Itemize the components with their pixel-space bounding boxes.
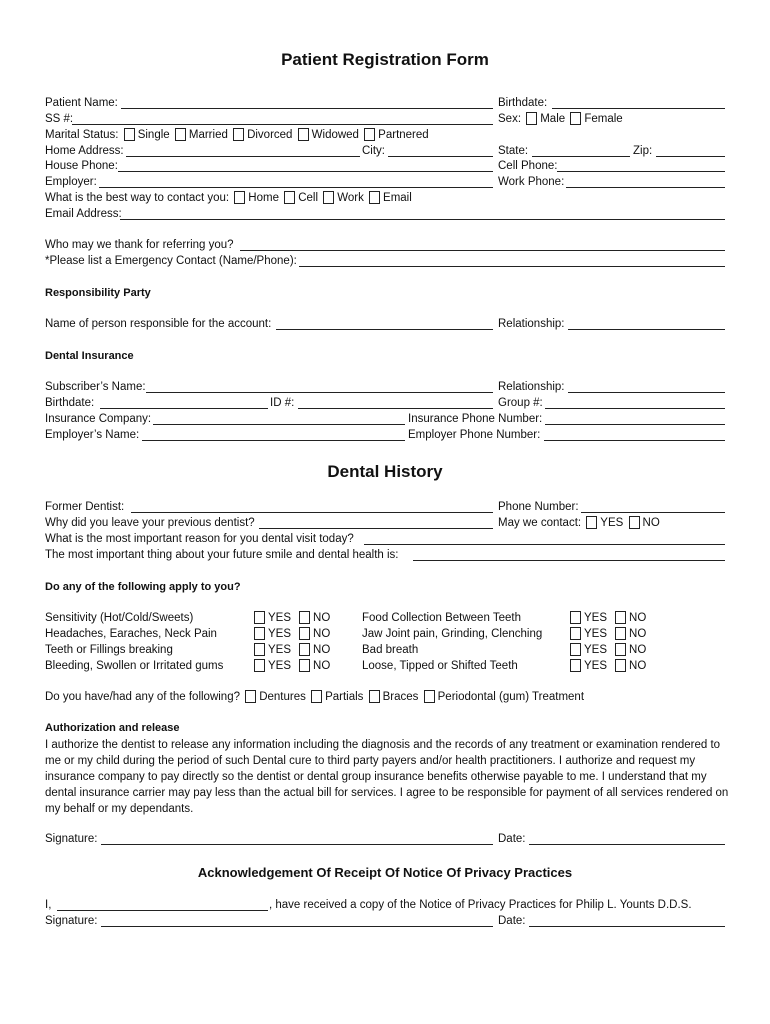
have-had-group: [45, 690, 584, 704]
responsible-relationship-field[interactable]: [568, 329, 725, 330]
group-field[interactable]: [545, 408, 725, 409]
employer-phone-label: Employer Phone Number:: [408, 429, 541, 441]
condition-right-label: Food Collection Between Teeth: [362, 612, 521, 624]
sex-female-label: Female: [584, 113, 623, 125]
authorization-date-field[interactable]: [529, 844, 725, 845]
house-phone-label: House Phone:: [45, 160, 118, 172]
responsible-name-field[interactable]: [276, 329, 493, 330]
city-label: City:: [362, 145, 385, 157]
authorization-signature-label: Signature:: [45, 833, 98, 845]
yes-label: YES: [584, 628, 608, 640]
insurance-heading: Dental Insurance: [45, 350, 134, 362]
yes-checkbox[interactable]: [254, 627, 265, 640]
contact-work-label: Work: [337, 192, 364, 204]
responsible-relationship-label: Relationship:: [498, 318, 565, 330]
condition-yes-no: [252, 611, 330, 625]
no-label: NO: [629, 628, 647, 640]
insurance-relationship-field[interactable]: [568, 392, 725, 393]
work-phone-label: Work Phone:: [498, 176, 565, 188]
privacy-date-label: Date:: [498, 915, 526, 927]
condition-yes-no: [252, 659, 330, 673]
why-leave-field[interactable]: [259, 528, 493, 529]
yes-checkbox[interactable]: [570, 643, 581, 656]
no-label: NO: [629, 644, 647, 656]
condition-yes-no: [568, 627, 646, 641]
no-label: NO: [313, 612, 331, 624]
former-dentist-label: Former Dentist:: [45, 501, 125, 513]
patient-name-label: Patient Name:: [45, 97, 118, 109]
have-had-label: Do you have/had any of the following?: [45, 691, 240, 703]
partials-label: Partials: [325, 691, 364, 703]
birthdate-label: Birthdate:: [498, 97, 548, 109]
no-checkbox[interactable]: [615, 643, 626, 656]
no-label: NO: [629, 660, 647, 672]
employer-field[interactable]: [99, 187, 493, 188]
authorization-heading: Authorization and release: [45, 722, 180, 734]
no-checkbox[interactable]: [299, 611, 310, 624]
sex-female-checkbox[interactable]: [570, 112, 581, 125]
marital-status-group: [45, 128, 429, 142]
yes-label: YES: [584, 644, 608, 656]
condition-yes-no: [568, 643, 646, 657]
group-label: Group #:: [498, 397, 543, 409]
no-label: NO: [313, 660, 331, 672]
condition-left-label: Bleeding, Swollen or Irritated gums: [45, 660, 224, 672]
contact-method-label: What is the best way to contact you:: [45, 192, 230, 204]
future-smile-label: The most important thing about your future smile and dental health is:: [45, 549, 399, 561]
yes-checkbox[interactable]: [570, 611, 581, 624]
periodontal-label: Periodontal (gum) Treatment: [437, 691, 585, 703]
yes-label: YES: [584, 612, 608, 624]
no-checkbox[interactable]: [615, 611, 626, 624]
no-label: NO: [629, 612, 647, 624]
marital-divorced-label: Divorced: [247, 129, 293, 141]
responsible-name-label: Name of person responsible for the account:: [45, 318, 272, 330]
zip-label: Zip:: [633, 145, 653, 157]
yes-checkbox[interactable]: [254, 659, 265, 672]
insurance-birthdate-label: Birthdate:: [45, 397, 95, 409]
yes-label: YES: [268, 644, 292, 656]
may-contact-yes-label: YES: [600, 517, 624, 529]
condition-yes-no: [568, 611, 646, 625]
subscriber-label: Subscriber’s Name:: [45, 381, 146, 393]
yes-checkbox[interactable]: [570, 627, 581, 640]
home-address-field[interactable]: [126, 156, 360, 157]
insurance-company-label: Insurance Company:: [45, 413, 152, 425]
condition-yes-no: [252, 643, 330, 657]
contact-home-checkbox[interactable]: [234, 191, 245, 204]
city-field[interactable]: [388, 156, 493, 157]
important-reason-field[interactable]: [364, 544, 725, 545]
state-field[interactable]: [532, 156, 630, 157]
privacy-signature-label: Signature:: [45, 915, 98, 927]
may-contact-no-label: NO: [642, 517, 660, 529]
yes-label: YES: [268, 628, 292, 640]
email-label: Email Address:: [45, 208, 122, 220]
referral-field[interactable]: [240, 250, 725, 251]
authorization-signature-field[interactable]: [101, 844, 493, 845]
insurance-id-field[interactable]: [298, 408, 493, 409]
work-phone-field[interactable]: [566, 187, 725, 188]
subscriber-field[interactable]: [146, 392, 493, 393]
condition-right-label: Jaw Joint pain, Grinding, Clenching: [362, 628, 543, 640]
braces-label: Braces: [382, 691, 419, 703]
insurance-phone-field[interactable]: [545, 424, 725, 425]
contact-cell-label: Cell: [298, 192, 318, 204]
insurance-phone-label: Insurance Phone Number:: [408, 413, 543, 425]
condition-left-label: Sensitivity (Hot/Cold/Sweets): [45, 612, 194, 624]
dental-history-title: Dental History: [327, 462, 443, 481]
contact-work-checkbox[interactable]: [323, 191, 334, 204]
condition-right-label: Loose, Tipped or Shifted Teeth: [362, 660, 518, 672]
no-checkbox[interactable]: [615, 659, 626, 672]
yes-checkbox[interactable]: [254, 643, 265, 656]
yes-checkbox[interactable]: [254, 611, 265, 624]
condition-left-label: Headaches, Earaches, Neck Pain: [45, 628, 217, 640]
yes-label: YES: [584, 660, 608, 672]
future-smile-field[interactable]: [413, 560, 725, 561]
privacy-i-label: I,: [45, 899, 52, 911]
periodontal-checkbox[interactable]: [424, 690, 435, 703]
yes-label: YES: [268, 660, 292, 672]
insurance-company-field[interactable]: [153, 424, 405, 425]
cell-phone-label: Cell Phone:: [498, 160, 558, 172]
no-checkbox[interactable]: [299, 643, 310, 656]
privacy-title: Acknowledgement Of Receipt Of Notice Of Privacy Practices: [197, 865, 573, 880]
marital-married-label: Married: [188, 129, 228, 141]
condition-yes-no: [252, 627, 330, 641]
insurance-id-label: ID #:: [270, 397, 295, 409]
marital-married-checkbox[interactable]: [175, 128, 186, 141]
marital-partnered-label: Partnered: [378, 129, 429, 141]
contact-home-label: Home: [248, 192, 279, 204]
no-label: NO: [313, 628, 331, 640]
employer-name-field[interactable]: [142, 440, 405, 441]
may-contact-yes-checkbox[interactable]: [586, 516, 597, 529]
sex-group: [498, 112, 623, 126]
marital-divorced-checkbox[interactable]: [233, 128, 244, 141]
emergency-contact-label: *Please list a Emergency Contact (Name/Phone):: [45, 255, 297, 267]
condition-left-label: Teeth or Fillings breaking: [45, 644, 173, 656]
privacy-signature-field[interactable]: [101, 926, 493, 927]
employer-label: Employer:: [45, 176, 97, 188]
privacy-name-field[interactable]: [57, 910, 268, 911]
no-checkbox[interactable]: [299, 627, 310, 640]
marital-status-label: Marital Status:: [45, 129, 119, 141]
may-contact-no-checkbox[interactable]: [629, 516, 640, 529]
cell-phone-field[interactable]: [557, 171, 725, 172]
employer-phone-field[interactable]: [544, 440, 725, 441]
yes-checkbox[interactable]: [570, 659, 581, 672]
marital-widowed-checkbox[interactable]: [298, 128, 309, 141]
sex-label: Sex:: [498, 113, 522, 125]
house-phone-field[interactable]: [118, 171, 493, 172]
condition-right-label: Bad breath: [362, 644, 419, 656]
may-contact-group: [498, 516, 660, 530]
contact-cell-checkbox[interactable]: [284, 191, 295, 204]
employer-name-label: Employer’s Name:: [45, 429, 140, 441]
sex-male-checkbox[interactable]: [526, 112, 537, 125]
home-address-label: Home Address:: [45, 145, 124, 157]
privacy-date-field[interactable]: [529, 926, 725, 927]
insurance-relationship-label: Relationship:: [498, 381, 565, 393]
no-label: NO: [313, 644, 331, 656]
yes-label: YES: [268, 612, 292, 624]
marital-single-checkbox[interactable]: [124, 128, 135, 141]
privacy-received-text: , have received a copy of the Notice of Privacy Practices for Philip L. Younts D.D.S.: [269, 899, 692, 911]
marital-partnered-checkbox[interactable]: [364, 128, 375, 141]
may-contact-label: May we contact:: [498, 517, 582, 529]
emergency-contact-field[interactable]: [299, 266, 725, 267]
ss-field[interactable]: [72, 124, 493, 125]
birthdate-field[interactable]: [552, 108, 725, 109]
authorization-text: I authorize the dentist to release any information including the diagnosis and the records of any treatment or examination rendered to me or my child during the period of such Dental cure to third party payers and/or health practitioners. I authorize and request my insurance company to pay directly so the dentist or dental group insurance benefits otherwise payable to me. I understand that my dental insurance carrier may pay less than the actual bill for services. I agree to be responsible for payment of all services rendered on my behalf or my dependants.: [45, 739, 729, 815]
dentist-phone-label: Phone Number:: [498, 501, 579, 513]
apply-heading: Do any of the following apply to you?: [45, 581, 241, 593]
authorization-date-label: Date:: [498, 833, 526, 845]
marital-single-label: Single: [137, 129, 170, 141]
braces-checkbox[interactable]: [369, 690, 380, 703]
important-reason-label: What is the most important reason for you dental visit today?: [45, 533, 354, 545]
dentures-label: Dentures: [259, 691, 306, 703]
why-leave-label: Why did you leave your previous dentist?: [45, 517, 255, 529]
dentures-checkbox[interactable]: [245, 690, 256, 703]
ss-label: SS #:: [45, 113, 74, 125]
state-label: State:: [498, 145, 529, 157]
no-checkbox[interactable]: [299, 659, 310, 672]
no-checkbox[interactable]: [615, 627, 626, 640]
insurance-birthdate-field[interactable]: [100, 408, 268, 409]
sex-male-label: Male: [540, 113, 566, 125]
partials-checkbox[interactable]: [311, 690, 322, 703]
email-field[interactable]: [120, 219, 725, 220]
patient-name-field[interactable]: [121, 108, 493, 109]
referral-label: Who may we thank for referring you?: [45, 239, 234, 251]
zip-field[interactable]: [656, 156, 725, 157]
dentist-phone-field[interactable]: [581, 512, 725, 513]
former-dentist-field[interactable]: [131, 512, 493, 513]
contact-method-group: [45, 191, 412, 205]
contact-email-checkbox[interactable]: [369, 191, 380, 204]
contact-email-label: Email: [383, 192, 412, 204]
page-title: Patient Registration Form: [281, 50, 489, 69]
condition-yes-no: [568, 659, 646, 673]
responsibility-heading: Responsibility Party: [45, 287, 151, 299]
marital-widowed-label: Widowed: [311, 129, 359, 141]
